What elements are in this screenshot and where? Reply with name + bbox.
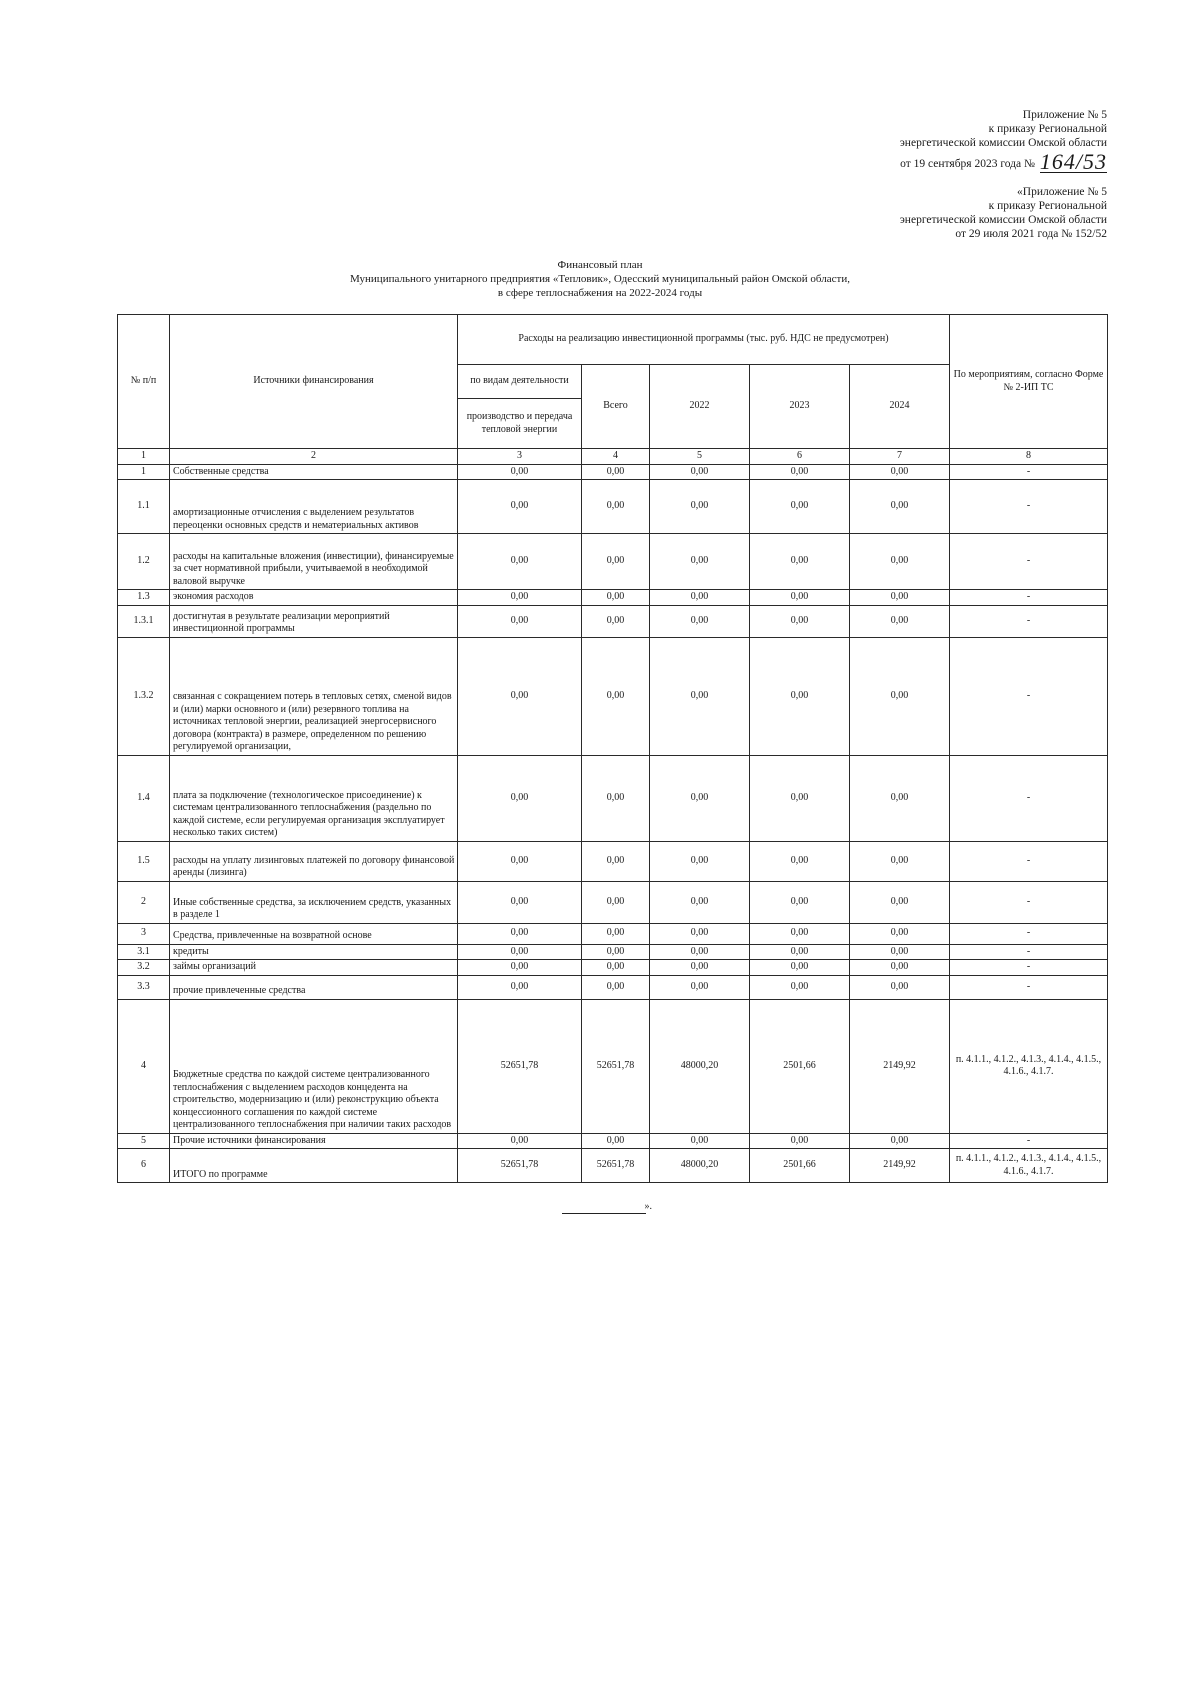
cell-measures: - bbox=[950, 1133, 1108, 1149]
header-line: энергетической комиссии Омской области bbox=[899, 137, 1107, 149]
row-source: Собственные средства bbox=[170, 464, 458, 480]
column-number: 1 bbox=[118, 449, 170, 465]
cell-2024: 0,00 bbox=[850, 923, 950, 944]
previous-order-header bbox=[900, 185, 1107, 241]
cell-measures: - bbox=[950, 464, 1108, 480]
header-source: Источники финансирования bbox=[170, 315, 458, 449]
row-number: 2 bbox=[118, 881, 170, 923]
table-row bbox=[118, 590, 1108, 606]
header-line bbox=[900, 149, 1107, 174]
table-row bbox=[118, 637, 1108, 755]
column-number: 8 bbox=[950, 449, 1108, 465]
cell-measures: - bbox=[950, 975, 1108, 999]
row-source: Иные собственные средства, за исключением средств, указанных в разделе 1 bbox=[170, 881, 458, 923]
cell-2024: 0,00 bbox=[850, 944, 950, 960]
cell-total: 0,00 bbox=[582, 605, 650, 637]
row-source: Средства, привлеченные на возвратной основе bbox=[170, 923, 458, 944]
header-production: производство и передача тепловой энергии bbox=[458, 399, 582, 449]
cell-measures: - bbox=[950, 534, 1108, 590]
cell-production: 0,00 bbox=[458, 923, 582, 944]
cell-total: 0,00 bbox=[582, 960, 650, 976]
cell-production: 0,00 bbox=[458, 755, 582, 841]
header-2024: 2024 bbox=[850, 365, 950, 449]
table-row bbox=[118, 480, 1108, 534]
table-row bbox=[118, 605, 1108, 637]
cell-production: 0,00 bbox=[458, 637, 582, 755]
cell-2024: 2149,92 bbox=[850, 1149, 950, 1183]
cell-production: 0,00 bbox=[458, 960, 582, 976]
title-line: Финансовый план bbox=[557, 259, 643, 271]
row-number: 3 bbox=[118, 923, 170, 944]
row-source: связанная с сокращением потерь в тепловых сетях, сменой видов и (или) марки основного и (или) резервного топлива на источниках тепловой энергии, реализацией энергосервисного договора (контракта) в размере, определенном по решению регулируемой организации, bbox=[170, 637, 458, 755]
cell-production: 0,00 bbox=[458, 464, 582, 480]
cell-2023: 0,00 bbox=[750, 881, 850, 923]
cell-2024: 0,00 bbox=[850, 755, 950, 841]
handwritten-order-number: 164/53 bbox=[1039, 149, 1107, 174]
cell-2023: 0,00 bbox=[750, 923, 850, 944]
cell-2023: 0,00 bbox=[750, 534, 850, 590]
cell-total: 0,00 bbox=[582, 480, 650, 534]
column-number: 5 bbox=[650, 449, 750, 465]
row-number: 4 bbox=[118, 999, 170, 1133]
header-no: № п/п bbox=[118, 315, 170, 449]
table-row bbox=[118, 1149, 1108, 1183]
row-number: 1.3 bbox=[118, 590, 170, 606]
cell-production: 0,00 bbox=[458, 881, 582, 923]
cell-2023: 0,00 bbox=[750, 605, 850, 637]
cell-2024: 0,00 bbox=[850, 605, 950, 637]
header-line: Приложение № 5 bbox=[1022, 109, 1107, 121]
cell-measures: - bbox=[950, 605, 1108, 637]
row-source: достигнутая в результате реализации мероприятий инвестиционной программы bbox=[170, 605, 458, 637]
row-source: Бюджетные средства по каждой системе централизованного теплоснабжения с выделением расходов концедента на строительство, модернизацию и (или) реконструкцию объекта концессионного соглашения по каждой системе централизованного теплоснабжения при наличии таких расходов bbox=[170, 999, 458, 1133]
closing-line bbox=[562, 1201, 652, 1214]
column-number: 3 bbox=[458, 449, 582, 465]
row-number: 1.3.2 bbox=[118, 637, 170, 755]
cell-2024: 0,00 bbox=[850, 464, 950, 480]
cell-2024: 2149,92 bbox=[850, 999, 950, 1133]
cell-production: 0,00 bbox=[458, 480, 582, 534]
cell-2023: 0,00 bbox=[750, 841, 850, 881]
cell-2024: 0,00 bbox=[850, 975, 950, 999]
column-number: 2 bbox=[170, 449, 458, 465]
table-header bbox=[118, 315, 1108, 465]
column-number: 7 bbox=[850, 449, 950, 465]
cell-2022: 0,00 bbox=[650, 590, 750, 606]
cell-2023: 0,00 bbox=[750, 755, 850, 841]
cell-2022: 0,00 bbox=[650, 923, 750, 944]
cell-2022: 0,00 bbox=[650, 960, 750, 976]
cell-total: 52651,78 bbox=[582, 1149, 650, 1183]
cell-production: 0,00 bbox=[458, 1133, 582, 1149]
cell-2022: 0,00 bbox=[650, 881, 750, 923]
cell-total: 0,00 bbox=[582, 923, 650, 944]
cell-production: 52651,78 bbox=[458, 1149, 582, 1183]
row-number: 5 bbox=[118, 1133, 170, 1149]
document-title bbox=[300, 258, 900, 300]
cell-total: 0,00 bbox=[582, 534, 650, 590]
cell-production: 0,00 bbox=[458, 534, 582, 590]
cell-2024: 0,00 bbox=[850, 534, 950, 590]
header-line: к приказу Региональной bbox=[988, 123, 1107, 135]
row-source: расходы на уплату лизинговых платежей по договору финансовой аренды (лизинга) bbox=[170, 841, 458, 881]
cell-total: 0,00 bbox=[582, 975, 650, 999]
cell-2024: 0,00 bbox=[850, 590, 950, 606]
table-body bbox=[118, 464, 1108, 1183]
row-source: Прочие источники финансирования bbox=[170, 1133, 458, 1149]
header-2023: 2023 bbox=[750, 365, 850, 449]
title-line: Муниципального унитарного предприятия «Тепловик», Одесский муниципальный район Омской области, bbox=[350, 273, 850, 285]
cell-2022: 0,00 bbox=[650, 605, 750, 637]
table-row bbox=[118, 534, 1108, 590]
cell-measures: - bbox=[950, 841, 1108, 881]
table-row bbox=[118, 1133, 1108, 1149]
cell-2023: 2501,66 bbox=[750, 1149, 850, 1183]
cell-2024: 0,00 bbox=[850, 841, 950, 881]
cell-2023: 0,00 bbox=[750, 464, 850, 480]
cell-2022: 0,00 bbox=[650, 534, 750, 590]
table-row bbox=[118, 881, 1108, 923]
cell-production: 0,00 bbox=[458, 841, 582, 881]
cell-total: 0,00 bbox=[582, 755, 650, 841]
row-number: 3.1 bbox=[118, 944, 170, 960]
table-row bbox=[118, 464, 1108, 480]
cell-2022: 0,00 bbox=[650, 755, 750, 841]
row-number: 3.2 bbox=[118, 960, 170, 976]
table-row bbox=[118, 944, 1108, 960]
row-number: 1.5 bbox=[118, 841, 170, 881]
cell-2022: 0,00 bbox=[650, 480, 750, 534]
cell-2022: 0,00 bbox=[650, 944, 750, 960]
header-expenses-group: Расходы на реализацию инвестиционной программы (тыс. руб. НДС не предусмотрен) bbox=[458, 315, 950, 365]
row-source: кредиты bbox=[170, 944, 458, 960]
order-header bbox=[899, 108, 1107, 174]
row-number: 1.2 bbox=[118, 534, 170, 590]
title-line: в сфере теплоснабжения на 2022-2024 годы bbox=[497, 287, 703, 299]
cell-2023: 0,00 bbox=[750, 975, 850, 999]
row-number: 1.1 bbox=[118, 480, 170, 534]
cell-2024: 0,00 bbox=[850, 960, 950, 976]
cell-2022: 0,00 bbox=[650, 1133, 750, 1149]
table-row bbox=[118, 999, 1108, 1133]
table-row bbox=[118, 975, 1108, 999]
cell-measures: - bbox=[950, 881, 1108, 923]
header-line: «Приложение № 5 bbox=[1017, 186, 1107, 198]
cell-measures: - bbox=[950, 944, 1108, 960]
cell-2024: 0,00 bbox=[850, 637, 950, 755]
header-total: Всего bbox=[582, 365, 650, 449]
cell-2022: 48000,20 bbox=[650, 999, 750, 1133]
header-by-activity: по видам деятельности bbox=[458, 365, 582, 399]
header-line: от 29 июля 2021 года № 152/52 bbox=[955, 228, 1107, 240]
row-number: 1.3.1 bbox=[118, 605, 170, 637]
cell-measures: - bbox=[950, 755, 1108, 841]
cell-measures: - bbox=[950, 637, 1108, 755]
table-row bbox=[118, 923, 1108, 944]
cell-total: 0,00 bbox=[582, 464, 650, 480]
header-date: от 19 сентября 2023 года № bbox=[900, 158, 1035, 170]
cell-measures: - bbox=[950, 590, 1108, 606]
header-2022: 2022 bbox=[650, 365, 750, 449]
cell-2024: 0,00 bbox=[850, 881, 950, 923]
cell-total: 52651,78 bbox=[582, 999, 650, 1133]
cell-2022: 48000,20 bbox=[650, 1149, 750, 1183]
cell-2023: 0,00 bbox=[750, 944, 850, 960]
cell-2023: 0,00 bbox=[750, 1133, 850, 1149]
row-source: ИТОГО по программе bbox=[170, 1149, 458, 1183]
cell-total: 0,00 bbox=[582, 637, 650, 755]
row-source: экономия расходов bbox=[170, 590, 458, 606]
column-number: 4 bbox=[582, 449, 650, 465]
cell-production: 0,00 bbox=[458, 975, 582, 999]
cell-2023: 0,00 bbox=[750, 637, 850, 755]
closing-quote: ». bbox=[644, 1201, 652, 1212]
cell-2022: 0,00 bbox=[650, 464, 750, 480]
cell-measures: - bbox=[950, 923, 1108, 944]
row-source: расходы на капитальные вложения (инвестиции), финансируемые за счет нормативной прибыли, учитываемой в необходимой валовой выручке bbox=[170, 534, 458, 590]
cell-measures: п. 4.1.1., 4.1.2., 4.1.3., 4.1.4., 4.1.5., 4.1.6., 4.1.7. bbox=[950, 1149, 1108, 1183]
cell-2023: 2501,66 bbox=[750, 999, 850, 1133]
cell-measures: - bbox=[950, 960, 1108, 976]
cell-production: 0,00 bbox=[458, 944, 582, 960]
row-source: амортизационные отчисления с выделением результатов переоценки основных средств и нематериальных активов bbox=[170, 480, 458, 534]
row-number: 3.3 bbox=[118, 975, 170, 999]
row-number: 1.4 bbox=[118, 755, 170, 841]
row-source: прочие привлеченные средства bbox=[170, 975, 458, 999]
column-number: 6 bbox=[750, 449, 850, 465]
cell-2023: 0,00 bbox=[750, 480, 850, 534]
header-line: к приказу Региональной bbox=[988, 200, 1107, 212]
table-row bbox=[118, 960, 1108, 976]
cell-total: 0,00 bbox=[582, 841, 650, 881]
cell-2023: 0,00 bbox=[750, 590, 850, 606]
cell-2022: 0,00 bbox=[650, 637, 750, 755]
header-line: энергетической комиссии Омской области bbox=[899, 214, 1107, 226]
table-row bbox=[118, 755, 1108, 841]
cell-total: 0,00 bbox=[582, 944, 650, 960]
cell-production: 0,00 bbox=[458, 605, 582, 637]
cell-2024: 0,00 bbox=[850, 480, 950, 534]
table-row bbox=[118, 841, 1108, 881]
cell-total: 0,00 bbox=[582, 881, 650, 923]
row-source: займы организаций bbox=[170, 960, 458, 976]
row-number: 6 bbox=[118, 1149, 170, 1183]
cell-measures: п. 4.1.1., 4.1.2., 4.1.3., 4.1.4., 4.1.5., 4.1.6., 4.1.7. bbox=[950, 999, 1108, 1133]
cell-2023: 0,00 bbox=[750, 960, 850, 976]
financial-plan-table bbox=[117, 314, 1108, 1183]
cell-2022: 0,00 bbox=[650, 975, 750, 999]
cell-total: 0,00 bbox=[582, 1133, 650, 1149]
cell-total: 0,00 bbox=[582, 590, 650, 606]
cell-2024: 0,00 bbox=[850, 1133, 950, 1149]
cell-production: 0,00 bbox=[458, 590, 582, 606]
row-number: 1 bbox=[118, 464, 170, 480]
cell-measures: - bbox=[950, 480, 1108, 534]
cell-production: 52651,78 bbox=[458, 999, 582, 1133]
row-source: плата за подключение (технологическое присоединение) к системам централизованного теплоснабжения (раздельно по каждой системе, если регулируемая организация эксплуатирует несколько таких систем) bbox=[170, 755, 458, 841]
cell-2022: 0,00 bbox=[650, 841, 750, 881]
header-by-measures: По мероприятиям, согласно Форме № 2-ИП ТС bbox=[950, 315, 1108, 449]
